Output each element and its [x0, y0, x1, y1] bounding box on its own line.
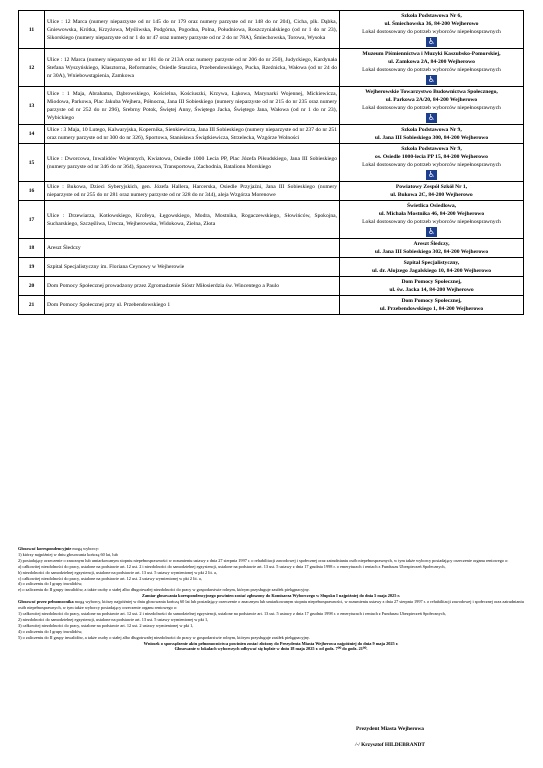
district-number: 21: [19, 296, 45, 315]
venue-accessibility-note: Lokal dostosowany do potrzeb wyborców niepełnosprawnych: [362, 67, 501, 73]
venue-name: Szkoła Podstawowa Nr 9,: [401, 146, 462, 152]
district-number: 18: [19, 239, 45, 258]
venue-name: Szpital Specjalistyczny,: [403, 260, 460, 266]
district-number: 16: [19, 182, 45, 201]
corr-heading: Głosować korespondencyjnie: [18, 546, 72, 551]
polling-venue: [340, 201, 524, 239]
polling-district-table: [18, 10, 524, 315]
signature-title: Prezydent Miasta Wejherowa: [356, 726, 424, 732]
district-row: [19, 87, 524, 125]
district-area: Ulice : 3 Maja, 10 Lutego, Kalwaryjska, Kopernika, Sienkiewicza, Jana III Sobieskiego (numery nieparzyste od nr 237 do nr 251 oraz numery parzyste od nr 300 do nr 326), Sportowa, Stanisława Świątkiewicza, Strzelecka, Wzgórze Wolności: [45, 125, 340, 144]
corr-deadline: Zamiar głosowania korespondencyjnego powinien zostać zgłoszony do Komisarza Wyborczego w Słupsku I najpóźniej do dnia 5 maja 2025 r.: [141, 593, 401, 599]
polling-venue: [340, 239, 524, 258]
polling-venue: [340, 296, 524, 315]
proxy-heading: Głosować przez pełnomocnika: [18, 599, 74, 605]
venue-name: Muzeum Piśmiennictwa i Muzyki Kaszubsko-Pomorskiej,: [362, 51, 501, 57]
district-area: Ulice : 1 Maja, Abrahama, Dąbrowskiego, Kościelna, Kościuszki, Krzywa, Łąkowa, Marynarki Wojennej, Mickiewicza, Miodowa, Parkowa, Plac Jakuba Wejhera, Północna, Jana III Sobieskiego (numery nieparzyste od nr 215 do nr 235 oraz numery parzyste od nr 252 do nr 296), Srebrny Potok, Świętej Anny, Świętego Jacka, Świętego Jana, Wałowa (od nr 1 do nr 23), Wybickiego: [45, 87, 340, 125]
district-number: 12: [19, 49, 45, 87]
district-area: Dom Pomocy Społecznej przy ul. Przebendowskiego 1: [45, 296, 340, 315]
polling-venue: [340, 182, 524, 201]
polling-venue: [340, 258, 524, 277]
venue-address: ul. św. Jacka 14, 84-200 Wejherowo: [389, 287, 474, 293]
proxy-paragraph: [18, 599, 524, 611]
venue-name: Świetlica Osiedlowa,: [406, 203, 457, 209]
venue-address: os. Osiedle 1000-lecia PP 15, 84-200 Wejherowo: [375, 154, 488, 160]
district-area: Dom Pomocy Społecznej prowadzony przez Zgromadzenie Sióstr Miłosierdzia św. Wincentego a Paulo: [45, 277, 340, 296]
venue-address: ul. Śmiechowska 36, 84-200 Wejherowo: [384, 21, 479, 27]
district-row: [19, 296, 524, 315]
wheelchair-icon: ♿: [427, 113, 436, 122]
corr-item: a) całkowitej niezdolności do pracy, ustalone na podstawie art. 12 ust. 2 i niezdolności do samodzielnej egzystencji, ustalone na podstawie art. 13 ust. 5 ustawy z dnia 17 grudnia 1998 r. o emeryturach i rentach z Funduszu Ubezpieczeń Społecznych,: [18, 563, 446, 569]
district-row: [19, 11, 524, 49]
venue-address: ul. Jana III Sobieskiego 300, 84-200 Wejherowo: [374, 135, 489, 141]
polling-venue: [340, 49, 524, 87]
district-number: 14: [19, 125, 45, 144]
venue-address: ul. Przebendowskiego 1, 84-200 Wejherowo: [379, 306, 484, 312]
wheelchair-icon: ♿: [427, 170, 436, 179]
district-number: 11: [19, 11, 45, 49]
polling-venue: [340, 277, 524, 296]
venue-address: ul. Bukowa 2C, 84-200 Wejherowo: [390, 192, 473, 198]
corr-heading-rest: mogą wyborcy:: [71, 546, 100, 551]
district-row: [19, 258, 524, 277]
wheelchair-icon: ♿: [427, 227, 436, 236]
polling-venue: [340, 144, 524, 182]
proxy-item: 4) o zaliczeniu do I grupy inwalidów,: [18, 628, 83, 634]
district-row: [19, 201, 524, 239]
polling-venue: [340, 11, 524, 49]
venue-name: Dom Pomocy Społecznej,: [401, 279, 462, 285]
wheelchair-icon: ♿: [427, 75, 436, 84]
venue-name: Wejherowskie Towarzystwo Budownictwa Społecznego,: [365, 89, 498, 95]
venue-name: Areszt Śledczy,: [413, 241, 450, 247]
district-area: Ulice : Dworcowa, Inwalidów Wojennych, Kwiatowa, Osiedle 1000 Lecia PP, Plac Józefa Piłsudskiego, Jana III Sobieskiego (numery parzyste od nr 346 do nr 364), Spacerowa, Transportowa, Zachodnia, Batalionu Morskiego: [45, 144, 340, 182]
proxy-text: mogą wyborcy, którzy najpóźniej w dniu głosowania kończą 60 lat lub posiadający orzeczenie o znacznym lub umiarkowanym stopniu niepełnosprawności, w rozumieniu ustawy z dnia 27 sierpnia 1997 r. o rehabilitacji zawodowej i społecznej oraz zatrudnianiu osób niepełnosprawnych, w tym także wyborcy posiadający orzeczenie organu rentowego o:: [18, 599, 524, 611]
district-number: 20: [19, 277, 45, 296]
district-area: Ulice : Drzewiarza, Kotłowskiego, Krofeya, Łęgowskiego, Modra, Mostnika, Rogaczewskiego, Słowińców, Spokojna, Sucharskiego, Szczęśliwa, Ureczа, Wejherowska, Widokowa, Zielna, Złota: [45, 201, 340, 239]
district-area: Areszt Śledczy: [45, 239, 340, 258]
district-number: 15: [19, 144, 45, 182]
district-number: 13: [19, 87, 45, 125]
venue-accessibility-note: Lokal dostosowany do potrzeb wyborców niepełnosprawnych: [362, 105, 501, 111]
venue-address: ul. Jana III Sobieskiego 302, 84-200 Wejherowo: [374, 249, 489, 255]
corr-item: 1) którzy najpóźniej w dniu głosowania kończą 60 lat, lub: [18, 551, 118, 557]
corr-item: e) o zaliczeniu do II grupy inwalidów, a także osoby o stałej albo długotrwałej niezdolności do pracy w gospodarstwie rolnym, którym przysługuje zasiłek pielęgnacyjny.: [18, 587, 310, 593]
district-row: [19, 277, 524, 296]
signature-prefix: /-/: [354, 742, 362, 748]
voting-hours: Głosowanie w lokalach wyborczych odbywać się będzie w dniu 18 maja 2025 r. od godz. 7⁰⁰ do godz. 21⁰⁰.: [174, 646, 368, 652]
district-area: Ulice : Bukowa, Dzieci Syberyjskich, gen. Józefa Hallera, Harcerska, Osiedle Przyjaźni, Jana III Sobieskiego (numery nieparzyste od nr 255 do nr 281 oraz numery parzyste od nr 328 do nr 344), aleja Wzgórza Morenowe: [45, 182, 340, 201]
venue-accessibility-note: Lokal dostosowany do potrzeb wyborców niepełnosprawnych: [362, 162, 501, 168]
district-area: Ulice : 12 Marca (numery nieparzyste od nr 181 do nr 213A oraz numery parzyste od nr 206 do nr 250), Judyckiego, Kardynała Stefana Wyszyńskiego, Klasztorna, Reformatów, Osiedle Staszica, Przebendowskiego, Pucka, Rzeźnicka, Wałowa (od nr 24 do nr 30A), Wniebowstąpienia, Zamkowa: [45, 49, 340, 87]
venue-name: Szkoła Podstawowa Nr 6,: [401, 13, 462, 19]
proxy-item: 1) całkowitej niezdolności do pracy, ustalone na podstawie art. 12 ust. 2 i niezdolności do samodzielnej egzystencji, ustalone na podstawie art. 13 ust. 5 ustawy z dnia 17 grudnia 1998 r. o emeryturach i rentach z Funduszu Ubezpieczeń Społecznych,: [18, 610, 446, 616]
district-row: [19, 125, 524, 144]
polling-venue: [340, 87, 524, 125]
venue-address: ul. dr. Alojzego Jagalskiego 10, 84-200 Wejherowo: [371, 268, 492, 274]
signature-name: Krzysztof HILDEBRANDT: [361, 742, 426, 748]
venue-accessibility-note: Lokal dostosowany do potrzeb wyborców niepełnosprawnych: [362, 29, 501, 35]
venue-name: Powiatowy Zespół Szkół Nr 1,: [395, 184, 468, 190]
polling-venue: [340, 125, 524, 144]
proxy-deadline: Wniosek o sporządzenie aktu pełnomocnictwa powinien zostać złożony do Prezydenta Miasta Wejherowa najpóźniej do dnia 9 maja 2025 r.: [143, 640, 399, 646]
district-row: [19, 49, 524, 87]
corr-item: d) o zaliczeniu do I grupy inwalidów,: [18, 581, 83, 587]
district-area: Szpital Specjalistyczny im. Floriana Ceynowy w Wejherowie: [45, 258, 340, 277]
corr-item: c) całkowitej niezdolności do pracy, ustalone na podstawie art. 12 ust. 2 ustawy wymienionej w pkt 2 lit. a,: [18, 575, 202, 581]
proxy-item: 2) niezdolności do samodzielnej egzystencji, ustalone na podstawie art. 13 ust. 5 ustawy wymienionej w pkt 1,: [18, 616, 209, 622]
district-number: 19: [19, 258, 45, 277]
voting-notes: [18, 546, 524, 652]
wheelchair-icon: ♿: [427, 37, 436, 46]
corr-item: b) niezdolności do samodzielnej egzystencji, ustalone na podstawie art. 13 ust. 5 ustawy wymienionej w pkt 2 lit. a,: [18, 569, 217, 575]
venue-address: ul. Michała Mostnika 46, 84-200 Wejherowo: [378, 211, 485, 217]
signature-name-line: [330, 742, 450, 748]
district-number: 17: [19, 201, 45, 239]
district-area: Ulice : 12 Marca (numery nieparzyste od nr 145 do nr 179 oraz numery parzyste od nr 148 do nr 204), Cicha, plk. Dąbka, Gniewowska, Krótka, Krzyżowa, Myśliwska, Podgórna, Pogodna, Polna, Południowa, Roszczynialskiego (od nr 1 do nr 23), Sikorskiego (numery nieparzyste od nr 1 do nr 47 oraz numery parzyste od nr 2 do nr 78A), Śmiechowska, Torowa, Wysoka: [45, 11, 340, 49]
corr-item: 2) posiadający orzeczenie o znacznym lub umiarkowanym stopniu niepełnosprawności w rozumieniu ustawy z dnia 27 sierpnia 1997 r. o rehabilitacji zawodowej i społecznej oraz zatrudnianiu osób niepełnosprawnych, w tym także wyborcy posiadający orzeczenie organu rentowego o:: [18, 557, 509, 563]
proxy-item: 3) całkowitej niezdolności do pracy, ustalone na podstawie art. 12 ust. 2 ustawy wymienionej w pkt 1,: [18, 622, 194, 628]
venue-address: ul. Parkowa 2A/20, 84-200 Wejherowo: [385, 97, 478, 103]
district-row: [19, 144, 524, 182]
venue-name: Dom Pomocy Społecznej,: [401, 298, 462, 304]
venue-address: ul. Zamkowa 2A, 84-200 Wejherowo: [388, 59, 475, 65]
venue-accessibility-note: Lokal dostosowany do potrzeb wyborców niepełnosprawnych: [362, 219, 501, 225]
venue-name: Szkoła Podstawowa Nr 9,: [401, 127, 462, 133]
district-row: [19, 239, 524, 258]
district-row: [19, 182, 524, 201]
proxy-item: 5) o zaliczeniu do II grupy inwalidów, a także osoby o stałej albo długotrwałej niezdolności do pracy w gospodarstwie rolnym, którym przysługuje zasiłek pielęgnacyjny.: [18, 634, 310, 640]
